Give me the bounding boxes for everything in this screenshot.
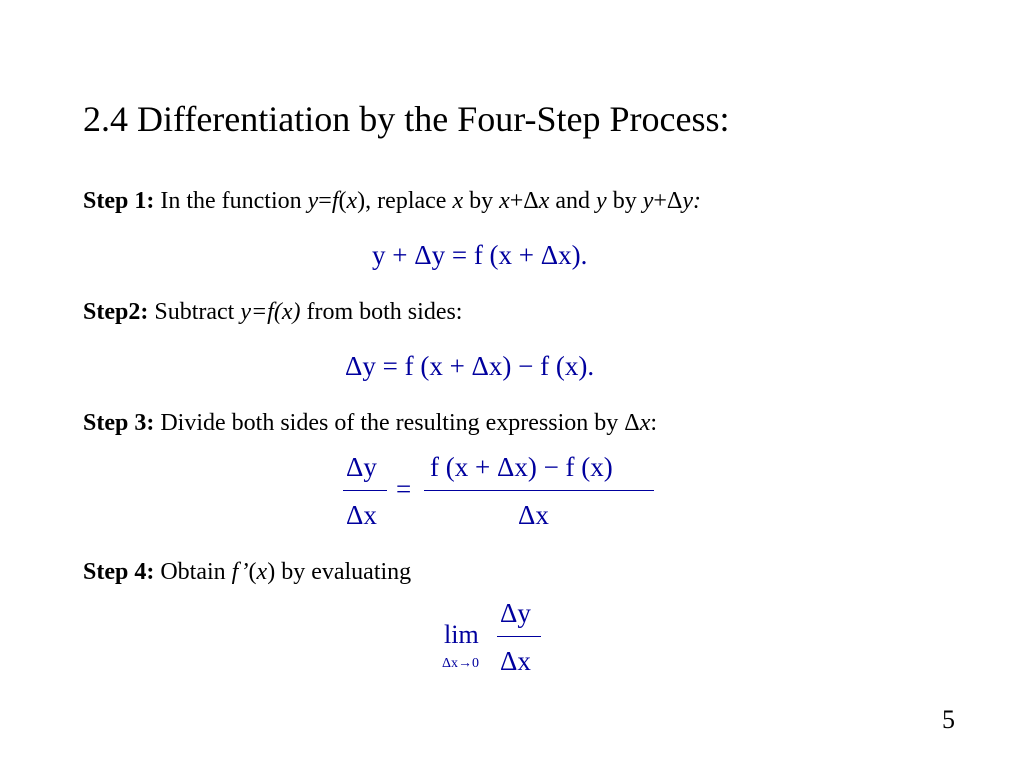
lim-operator: lim (444, 620, 479, 649)
step-2-equation: Δy = f (x + Δx) − f (x). (345, 351, 595, 381)
rhs-fraction-bar (424, 490, 654, 491)
lhs-fraction-bar (343, 490, 387, 491)
lhs-denominator: Δx (346, 500, 377, 530)
step-1-text: Step 1: In the function y=f(x), replace x by x+Δx and y by y+Δy: (83, 188, 701, 214)
lim-subscript: Δx→0 (442, 656, 480, 671)
step-3-text: Step 3: Divide both sides of the resulting expression by Δx: (83, 410, 658, 436)
step-4-label: Step 4: (83, 559, 155, 585)
limit-denominator: Δx (500, 646, 531, 676)
limit-numerator: Δy (500, 598, 531, 628)
limit-fraction-bar (497, 636, 541, 637)
step-1-label: Step 1: (83, 188, 155, 214)
step-1-equation: y + Δy = f (x + Δx). (372, 240, 588, 270)
step-3-label: Step 3: (83, 410, 155, 436)
step-4-text: Step 4: Obtain f’(x) by evaluating (83, 559, 412, 585)
step-2-label: Step2: (83, 299, 149, 325)
slide-title: 2.4 Differentiation by the Four-Step Process: (83, 99, 730, 139)
step-2-text: Step2: Subtract y=f(x) from both sides: (83, 299, 463, 325)
lhs-numerator: Δy (346, 452, 377, 482)
rhs-denominator: Δx (518, 500, 549, 530)
page-number: 5 (942, 705, 955, 734)
equals-sign: = (396, 474, 412, 504)
rhs-numerator: f (x + Δx) − f (x) (430, 452, 613, 482)
